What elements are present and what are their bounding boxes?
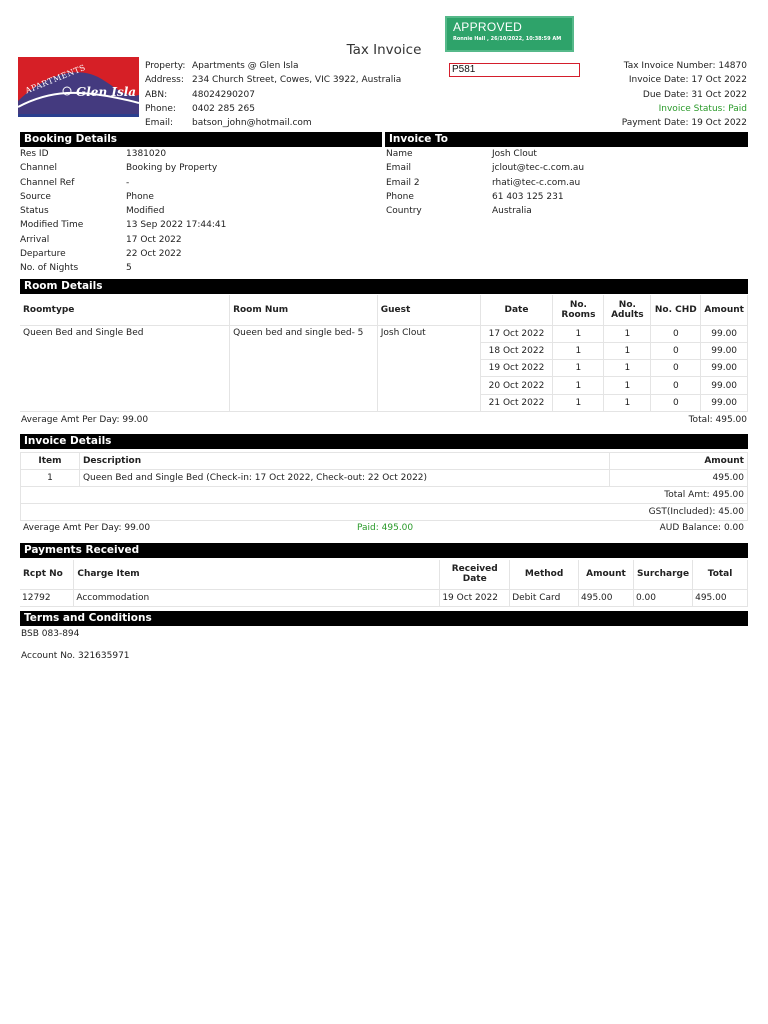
booking-key: Arrival bbox=[20, 234, 50, 245]
address-label: Address: bbox=[145, 75, 184, 86]
invoice-to-value: jclout@tec-c.com.au bbox=[492, 163, 585, 174]
booking-value: Phone bbox=[126, 191, 154, 202]
room-details-table-wrap bbox=[20, 295, 748, 412]
booking-value: 17 Oct 2022 bbox=[126, 234, 182, 245]
night-rooms: 1 bbox=[553, 377, 604, 394]
room-num-cell: Queen bed and single bed- 5 bbox=[230, 325, 378, 411]
night-chd: 0 bbox=[651, 360, 701, 377]
property-address: 234 Church Street, Cowes, VIC 3922, Australia bbox=[192, 75, 402, 86]
stamp-detail: Ronnie Hall , 26/10/2022, 10:38:59 AM bbox=[453, 36, 562, 42]
invoice-to-row bbox=[386, 176, 584, 190]
booking-key: Status bbox=[20, 206, 49, 217]
invoice-to-details bbox=[386, 147, 584, 218]
night-adults: 1 bbox=[604, 360, 651, 377]
night-adults: 1 bbox=[604, 394, 651, 411]
night-date: 20 Oct 2022 bbox=[480, 377, 553, 394]
col-adults: No. Adults bbox=[604, 295, 651, 325]
col-item: Item bbox=[21, 453, 80, 470]
night-adults: 1 bbox=[604, 342, 651, 359]
email-label: Email: bbox=[145, 118, 174, 129]
table-row bbox=[20, 589, 748, 606]
payments-table bbox=[20, 560, 748, 607]
invoice-details-heading: Invoice Details bbox=[20, 434, 748, 449]
table-row bbox=[21, 487, 748, 504]
invoice-to-value: rhati@tec-c.com.au bbox=[492, 177, 581, 188]
night-adults: 1 bbox=[604, 377, 651, 394]
night-adults: 1 bbox=[604, 325, 651, 342]
room-details-table bbox=[20, 295, 748, 412]
rcpt-no: 12792 bbox=[20, 589, 74, 606]
booking-value: 1381020 bbox=[126, 149, 167, 159]
booking-row bbox=[20, 247, 226, 261]
night-amount: 99.00 bbox=[701, 360, 748, 377]
property-email: batson_john@hotmail.com bbox=[192, 118, 312, 129]
invoice-to-row bbox=[386, 147, 584, 161]
room-total: Total: 495.00 bbox=[688, 415, 747, 425]
aud-balance: AUD Balance: 0.00 bbox=[659, 523, 744, 533]
invoice-to-value: Josh Clout bbox=[492, 149, 537, 159]
total-amount: Total Amt: 495.00 bbox=[21, 487, 748, 504]
invoice-to-key: Phone bbox=[386, 191, 414, 202]
booking-details bbox=[20, 147, 226, 276]
invoice-details-table-wrap bbox=[20, 452, 748, 521]
payment-amount: 495.00 bbox=[579, 589, 634, 606]
col-amount: Amount bbox=[701, 295, 748, 325]
col-roomtype: Roomtype bbox=[20, 295, 230, 325]
property-label: Property: bbox=[145, 61, 186, 71]
col-description: Description bbox=[79, 453, 609, 470]
property-logo bbox=[18, 57, 139, 117]
payments-heading: Payments Received bbox=[20, 543, 748, 558]
invoice-date: Invoice Date: 17 Oct 2022 bbox=[628, 75, 747, 86]
payment-method: Debit Card bbox=[510, 589, 579, 606]
charge-item: Accommodation bbox=[74, 589, 440, 606]
night-date: 21 Oct 2022 bbox=[480, 394, 553, 411]
terms-bsb: BSB 083-894 bbox=[21, 629, 80, 639]
col-amount: Amount bbox=[610, 453, 748, 470]
item-description: Queen Bed and Single Bed (Check-in: 17 Oct 2022, Check-out: 22 Oct 2022) bbox=[79, 470, 609, 487]
booking-value: 22 Oct 2022 bbox=[126, 249, 182, 260]
due-date: Due Date: 31 Oct 2022 bbox=[642, 89, 747, 100]
booking-row bbox=[20, 261, 226, 275]
invoice-to-row bbox=[386, 161, 584, 175]
terms-account: Account No. 321635971 bbox=[21, 651, 130, 661]
night-amount: 99.00 bbox=[701, 394, 748, 411]
night-rooms: 1 bbox=[553, 394, 604, 411]
payment-total: 495.00 bbox=[693, 589, 748, 606]
booking-row bbox=[20, 190, 226, 204]
invoice-details-table bbox=[20, 452, 748, 521]
paid-amount: Paid: 495.00 bbox=[357, 523, 414, 533]
col-room-num: Room Num bbox=[230, 295, 378, 325]
invoice-to-row bbox=[386, 204, 584, 218]
logo-text-apartments: APARTMENTS bbox=[24, 62, 87, 96]
property-name: Apartments @ Glen Isla bbox=[192, 61, 299, 71]
col-rcpt-no: Rcpt No bbox=[20, 560, 74, 589]
invoice-to-key: Email 2 bbox=[386, 177, 420, 188]
payments-table-wrap bbox=[20, 560, 748, 607]
col-total: Total bbox=[693, 560, 748, 589]
invoice-to-value: Australia bbox=[492, 206, 532, 217]
night-amount: 99.00 bbox=[701, 342, 748, 359]
invoice-to-key: Country bbox=[386, 206, 422, 217]
invoice-status: Invoice Status: Paid bbox=[658, 103, 747, 114]
booking-row bbox=[20, 204, 226, 218]
col-chd: No. CHD bbox=[651, 295, 701, 325]
night-rooms: 1 bbox=[553, 360, 604, 377]
night-date: 18 Oct 2022 bbox=[480, 342, 553, 359]
col-guest: Guest bbox=[377, 295, 480, 325]
items-header-row bbox=[21, 453, 748, 470]
invoice-to-key: Name bbox=[386, 149, 413, 159]
property-labels bbox=[145, 59, 185, 130]
night-date: 17 Oct 2022 bbox=[480, 325, 553, 342]
payment-date: Payment Date: 19 Oct 2022 bbox=[621, 118, 747, 129]
table-row bbox=[20, 325, 748, 342]
col-date: Date bbox=[480, 295, 553, 325]
guest-cell: Josh Clout bbox=[377, 325, 480, 411]
logo-text-glen-isla: Glen Isla bbox=[76, 85, 137, 99]
booking-row bbox=[20, 218, 226, 232]
night-amount: 99.00 bbox=[701, 377, 748, 394]
phone-label: Phone: bbox=[145, 103, 176, 114]
col-rooms: No. Rooms bbox=[553, 295, 604, 325]
booking-value: Booking by Property bbox=[126, 163, 218, 174]
room-average: Average Amt Per Day: 99.00 bbox=[21, 415, 149, 425]
received-date: 19 Oct 2022 bbox=[440, 589, 510, 606]
night-rooms: 1 bbox=[553, 342, 604, 359]
night-rooms: 1 bbox=[553, 325, 604, 342]
terms-heading: Terms and Conditions bbox=[20, 611, 748, 626]
property-phone: 0402 285 265 bbox=[192, 103, 255, 114]
booking-key: Channel bbox=[20, 163, 57, 174]
table-row bbox=[21, 470, 748, 487]
col-received-date: Received Date bbox=[440, 560, 510, 589]
invoice-number: Tax Invoice Number: 14870 bbox=[623, 61, 747, 71]
approved-stamp bbox=[445, 16, 574, 52]
reference-field: P581 bbox=[449, 63, 580, 77]
invoice-meta bbox=[622, 59, 747, 130]
payments-header-row bbox=[20, 560, 748, 589]
booking-row bbox=[20, 147, 226, 161]
night-chd: 0 bbox=[651, 377, 701, 394]
invoice-to-row bbox=[386, 190, 584, 204]
booking-row bbox=[20, 233, 226, 247]
page-title: Tax Invoice bbox=[346, 42, 422, 58]
booking-row bbox=[20, 161, 226, 175]
property-values bbox=[192, 59, 401, 130]
booking-value: 13 Sep 2022 17:44:41 bbox=[126, 220, 227, 231]
booking-key: Departure bbox=[20, 249, 66, 260]
invoice-to-heading: Invoice To bbox=[385, 132, 748, 147]
booking-value: Modified bbox=[126, 206, 165, 217]
booking-key: Res ID bbox=[20, 149, 49, 159]
col-charge-item: Charge Item bbox=[74, 560, 440, 589]
night-chd: 0 bbox=[651, 394, 701, 411]
booking-key: Source bbox=[20, 191, 51, 202]
invoice-average: Average Amt Per Day: 99.00 bbox=[23, 523, 151, 533]
item-amount: 495.00 bbox=[610, 470, 748, 487]
booking-row bbox=[20, 176, 226, 190]
col-amount: Amount bbox=[579, 560, 634, 589]
item-number: 1 bbox=[21, 470, 80, 487]
col-surcharge: Surcharge bbox=[633, 560, 692, 589]
booking-value: 5 bbox=[126, 263, 132, 274]
stamp-status: APPROVED bbox=[453, 20, 523, 34]
gst-included: GST(Included): 45.00 bbox=[21, 504, 748, 521]
property-abn: 48024290207 bbox=[192, 89, 255, 100]
night-chd: 0 bbox=[651, 342, 701, 359]
room-details-heading: Room Details bbox=[20, 279, 748, 294]
night-date: 19 Oct 2022 bbox=[480, 360, 553, 377]
table-row bbox=[21, 504, 748, 521]
col-method: Method bbox=[510, 560, 579, 589]
booking-value: - bbox=[126, 177, 130, 188]
booking-key: Channel Ref bbox=[20, 177, 75, 188]
booking-key: Modified Time bbox=[20, 220, 84, 231]
booking-key: No. of Nights bbox=[20, 263, 79, 274]
invoice-to-value: 61 403 125 231 bbox=[492, 191, 564, 202]
invoice-to-key: Email bbox=[386, 163, 411, 174]
room-header-row bbox=[20, 295, 748, 325]
night-chd: 0 bbox=[651, 325, 701, 342]
roomtype-cell: Queen Bed and Single Bed bbox=[20, 325, 230, 411]
night-amount: 99.00 bbox=[701, 325, 748, 342]
booking-details-heading: Booking Details bbox=[20, 132, 382, 147]
payment-surcharge: 0.00 bbox=[633, 589, 692, 606]
abn-label: ABN: bbox=[145, 89, 168, 100]
